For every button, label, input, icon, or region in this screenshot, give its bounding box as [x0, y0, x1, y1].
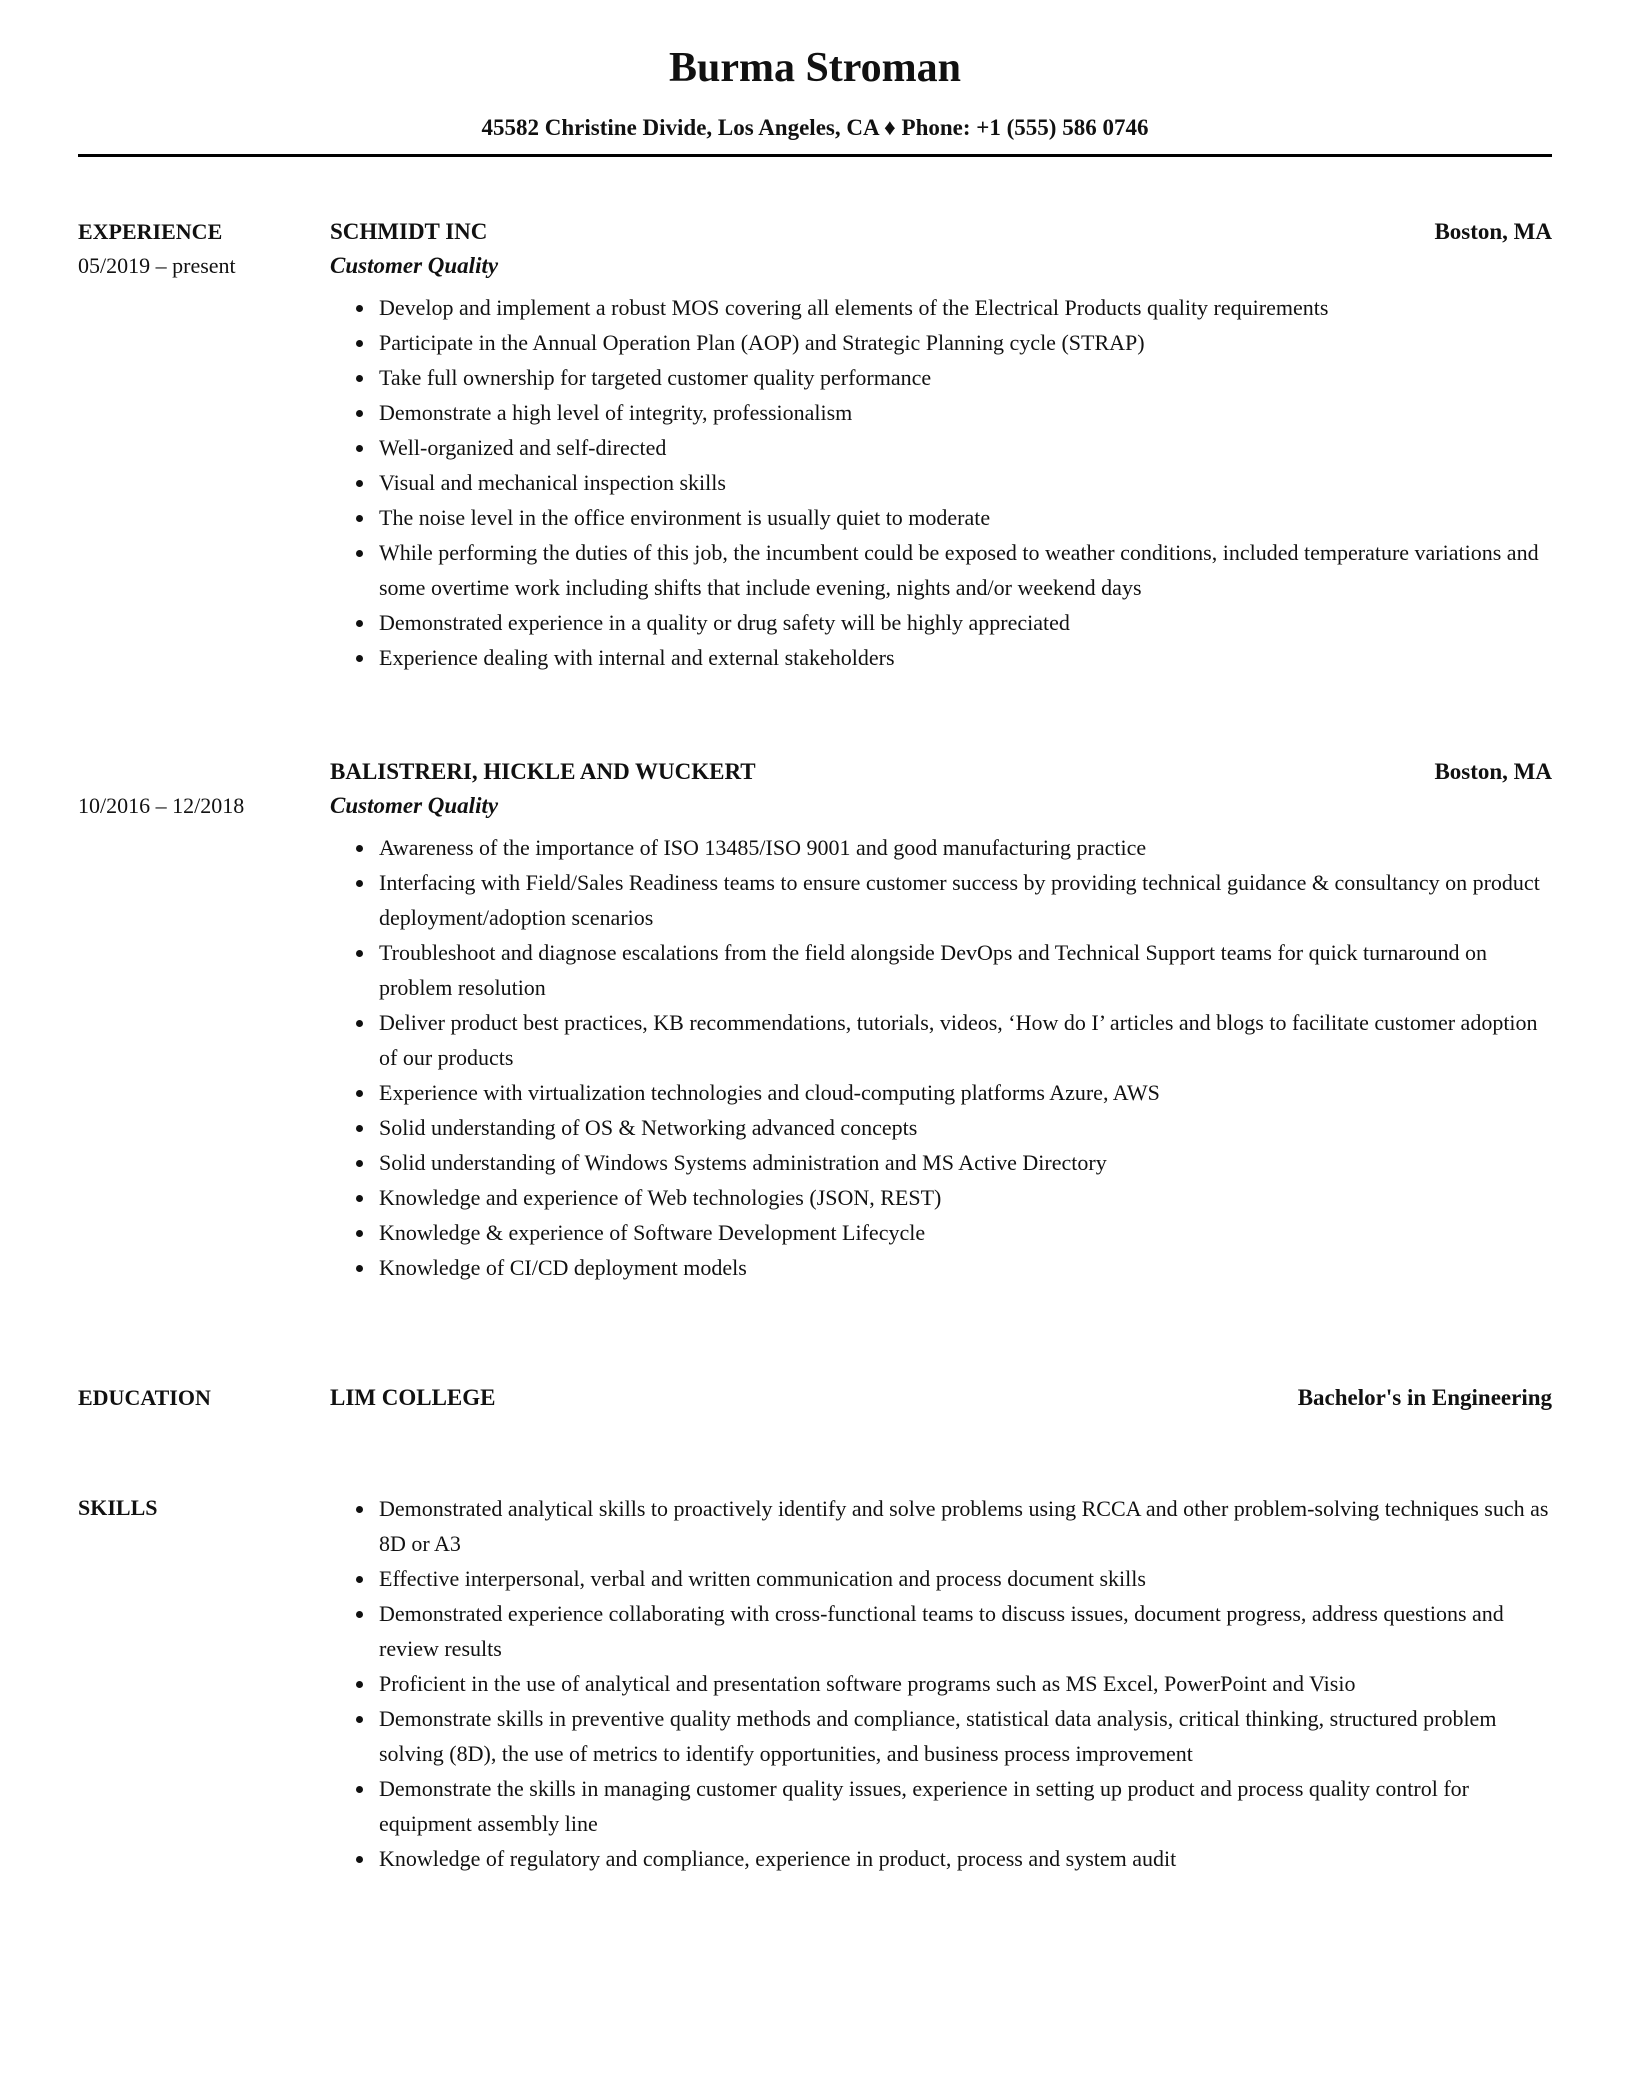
job2-entry	[330, 755, 1552, 1285]
job1-title: Customer Quality	[330, 253, 499, 279]
job1-company-name: SCHMIDT INC	[330, 219, 488, 245]
job2-bullet-list	[330, 830, 1552, 1285]
skills-left-column	[78, 1491, 330, 1525]
education-row	[330, 1381, 1552, 1415]
bullet-item: • Solid understanding of OS & Networking advanced concepts	[376, 1110, 1552, 1145]
bullet-item: • Experience dealing with internal and external stakeholders	[376, 640, 1552, 675]
bullet-item: • Take full ownership for targeted customer quality performance	[376, 360, 1552, 395]
bullet-item: • Demonstrate a high level of integrity, professionalism	[376, 395, 1552, 430]
section-skills	[78, 1491, 1552, 1876]
job2-company-name: BALISTRERI, HICKLE AND WUCKERT	[330, 759, 756, 785]
degree-name: Bachelor's in Engineering	[1297, 1385, 1552, 1411]
bullet-item: • Interfacing with Field/Sales Readiness teams to ensure customer success by providing technical guidance & consultancy on product deployment/adoption scenarios	[376, 865, 1552, 935]
bullet-item: • Proficient in the use of analytical and presentation software programs such as MS Excel, PowerPoint and Visio	[376, 1666, 1552, 1701]
bullet-item: • Experience with virtualization technologies and cloud-computing platforms Azure, AWS	[376, 1075, 1552, 1110]
bullet-item: • Deliver product best practices, KB recommendations, tutorials, videos, ‘How do I’ articles and blogs to facilitate customer adoption of our products	[376, 1005, 1552, 1075]
job1-bullet-list	[330, 290, 1552, 675]
bullet-item: • Demonstrate the skills in managing customer quality issues, experience in setting up product and process quality control for equipment assembly line	[376, 1771, 1552, 1841]
header-divider	[78, 154, 1552, 157]
skills-entry	[330, 1491, 1552, 1876]
section-experience-job2	[78, 755, 1552, 1285]
bullet-item: • Knowledge and experience of Web technologies (JSON, REST)	[376, 1180, 1552, 1215]
bullet-item: • Demonstrated experience in a quality or drug safety will be highly appreciated	[376, 605, 1552, 640]
section-experience-job1	[78, 215, 1552, 675]
bullet-item: • Solid understanding of Windows Systems administration and MS Active Directory	[376, 1145, 1552, 1180]
job1-location: Boston, MA	[1434, 219, 1552, 245]
section-label-experience: EXPERIENCE	[78, 219, 223, 245]
education-entry	[330, 1381, 1552, 1415]
job1-header	[330, 215, 1552, 249]
resume-header	[78, 42, 1552, 157]
job1-entry	[330, 215, 1552, 675]
bullet-item: • The noise level in the office environment is usually quiet to moderate	[376, 500, 1552, 535]
section-label-education: EDUCATION	[78, 1385, 211, 1411]
section-label-skills: SKILLS	[78, 1495, 158, 1521]
bullet-item: • Knowledge of CI/CD deployment models	[376, 1250, 1552, 1285]
experience-left-column-2	[78, 755, 330, 823]
bullet-item: • Effective interpersonal, verbal and written communication and process document skills	[376, 1561, 1552, 1596]
contact-line: 45582 Christine Divide, Los Angeles, CA ♦ Phone: +1 (555) 586 0746	[481, 114, 1149, 140]
candidate-name: Burma Stroman	[668, 45, 962, 91]
section-education	[78, 1381, 1552, 1415]
education-left-column	[78, 1381, 330, 1415]
job2-title: Customer Quality	[330, 793, 499, 819]
job2-dates: 10/2016 – 12/2018	[78, 793, 245, 819]
job1-dates: 05/2019 – present	[78, 253, 236, 279]
experience-left-column	[78, 215, 330, 283]
bullet-item: • Awareness of the importance of ISO 13485/ISO 9001 and good manufacturing practice	[376, 830, 1552, 865]
bullet-item: • Participate in the Annual Operation Plan (AOP) and Strategic Planning cycle (STRAP)	[376, 325, 1552, 360]
job2-location: Boston, MA	[1434, 759, 1552, 785]
skills-bullet-list	[330, 1491, 1552, 1876]
bullet-item: • Knowledge of regulatory and compliance, experience in product, process and system audit	[376, 1841, 1552, 1876]
bullet-item: • Develop and implement a robust MOS covering all elements of the Electrical Products quality requirements	[376, 290, 1552, 325]
bullet-item: • Demonstrated experience collaborating with cross-functional teams to discuss issues, document progress, address questions and review results	[376, 1596, 1552, 1666]
job2-header	[330, 755, 1552, 789]
bullet-item: • While performing the duties of this job, the incumbent could be exposed to weather conditions, included temperature variations and some overtime work including shifts that include evening, nights and/or weekend days	[376, 535, 1552, 605]
bullet-item: • Knowledge & experience of Software Development Lifecycle	[376, 1215, 1552, 1250]
bullet-item: • Troubleshoot and diagnose escalations from the field alongside DevOps and Technical Support teams for quick turnaround on problem resolution	[376, 935, 1552, 1005]
bullet-item: • Visual and mechanical inspection skills	[376, 465, 1552, 500]
bullet-item: • Well-organized and self-directed	[376, 430, 1552, 465]
bullet-item: • Demonstrate skills in preventive quality methods and compliance, statistical data analysis, critical thinking, structured problem solving (8D), the use of metrics to identify opportunities, and business process improvement	[376, 1701, 1552, 1771]
school-name: LIM COLLEGE	[330, 1385, 496, 1411]
bullet-item: • Demonstrated analytical skills to proactively identify and solve problems using RCCA and other problem-solving techniques such as 8D or A3	[376, 1491, 1552, 1561]
